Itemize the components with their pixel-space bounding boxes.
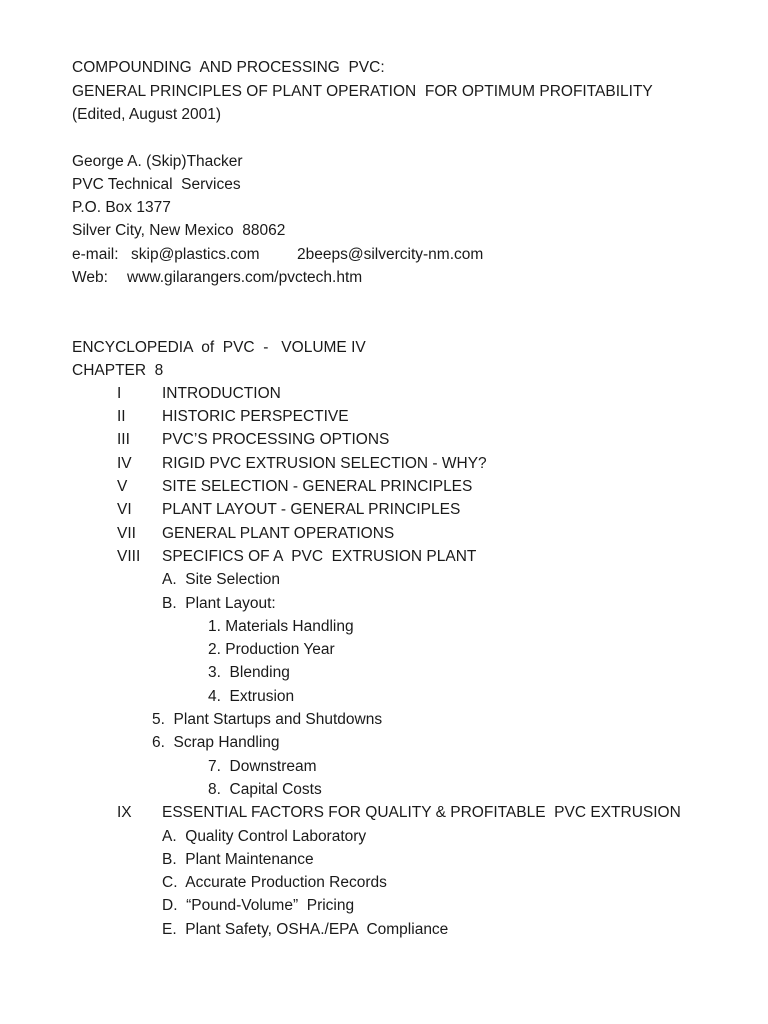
email-1: skip@plastics.com bbox=[131, 246, 260, 263]
toc-title: HISTORIC PERSPECTIVE bbox=[162, 408, 349, 425]
toc-number: V bbox=[117, 478, 128, 495]
edited-date: (Edited, August 2001) bbox=[72, 106, 222, 123]
web-address: www.gilarangers.com/pvctech.htm bbox=[127, 269, 363, 286]
toc-subitem: A. Quality Control Laboratory bbox=[162, 828, 367, 845]
toc-number: IV bbox=[117, 455, 132, 472]
toc-title: PLANT LAYOUT - GENERAL PRINCIPLES bbox=[162, 501, 461, 518]
toc-title: SITE SELECTION - GENERAL PRINCIPLES bbox=[162, 478, 473, 495]
web-label: Web: bbox=[72, 269, 108, 286]
toc-subitem: B. Plant Layout: bbox=[162, 595, 276, 612]
toc-number: VIII bbox=[117, 548, 141, 565]
toc-number: II bbox=[117, 408, 126, 425]
toc-subsubitem: 8. Capital Costs bbox=[208, 781, 322, 798]
toc-title: RIGID PVC EXTRUSION SELECTION - WHY? bbox=[162, 455, 487, 472]
toc-subsubitem: 7. Downstream bbox=[208, 758, 317, 775]
toc-number: I bbox=[117, 385, 122, 402]
toc-subsubitem: 1. Materials Handling bbox=[208, 618, 354, 635]
author-po-box: P.O. Box 1377 bbox=[72, 199, 171, 216]
volume-heading: ENCYCLOPEDIA of PVC - VOLUME IV bbox=[72, 339, 366, 356]
toc-title: GENERAL PLANT OPERATIONS bbox=[162, 525, 395, 542]
document-title-line-2: GENERAL PRINCIPLES OF PLANT OPERATION FOR OPTIMUM PROFITABILITY bbox=[72, 83, 653, 100]
toc-title: INTRODUCTION bbox=[162, 385, 281, 402]
toc-title: ESSENTIAL FACTORS FOR QUALITY & PROFITABLE PVC EXTRUSION bbox=[162, 804, 681, 821]
toc-subsubitem: 2. Production Year bbox=[208, 641, 335, 658]
toc-number: VII bbox=[117, 525, 136, 542]
toc-subitem: E. Plant Safety, OSHA./EPA Compliance bbox=[162, 921, 449, 938]
toc-subitem: C. Accurate Production Records bbox=[162, 874, 387, 891]
author-name: George A. (Skip)Thacker bbox=[72, 153, 243, 170]
toc-title: PVC’S PROCESSING OPTIONS bbox=[162, 431, 390, 448]
toc-subitem: 5. Plant Startups and Shutdowns bbox=[152, 711, 383, 728]
toc-number: IX bbox=[117, 804, 132, 821]
toc-subsubitem: 4. Extrusion bbox=[208, 688, 295, 705]
toc-title: SPECIFICS OF A PVC EXTRUSION PLANT bbox=[162, 548, 477, 565]
toc-subitem: B. Plant Maintenance bbox=[162, 851, 314, 868]
toc-number: VI bbox=[117, 501, 132, 518]
author-city: Silver City, New Mexico 88062 bbox=[72, 222, 286, 239]
chapter-heading: CHAPTER 8 bbox=[72, 362, 164, 379]
toc-subsubitem: 3. Blending bbox=[208, 664, 290, 681]
document-title-line-1: COMPOUNDING AND PROCESSING PVC: bbox=[72, 59, 385, 76]
toc-number: III bbox=[117, 431, 130, 448]
toc-subitem: D. “Pound-Volume” Pricing bbox=[162, 897, 355, 914]
toc-subitem: A. Site Selection bbox=[162, 571, 281, 588]
email-2: 2beeps@silvercity-nm.com bbox=[297, 246, 484, 263]
toc-subitem: 6. Scrap Handling bbox=[152, 734, 280, 751]
author-organization: PVC Technical Services bbox=[72, 176, 241, 193]
email-label: e-mail: bbox=[72, 246, 119, 263]
